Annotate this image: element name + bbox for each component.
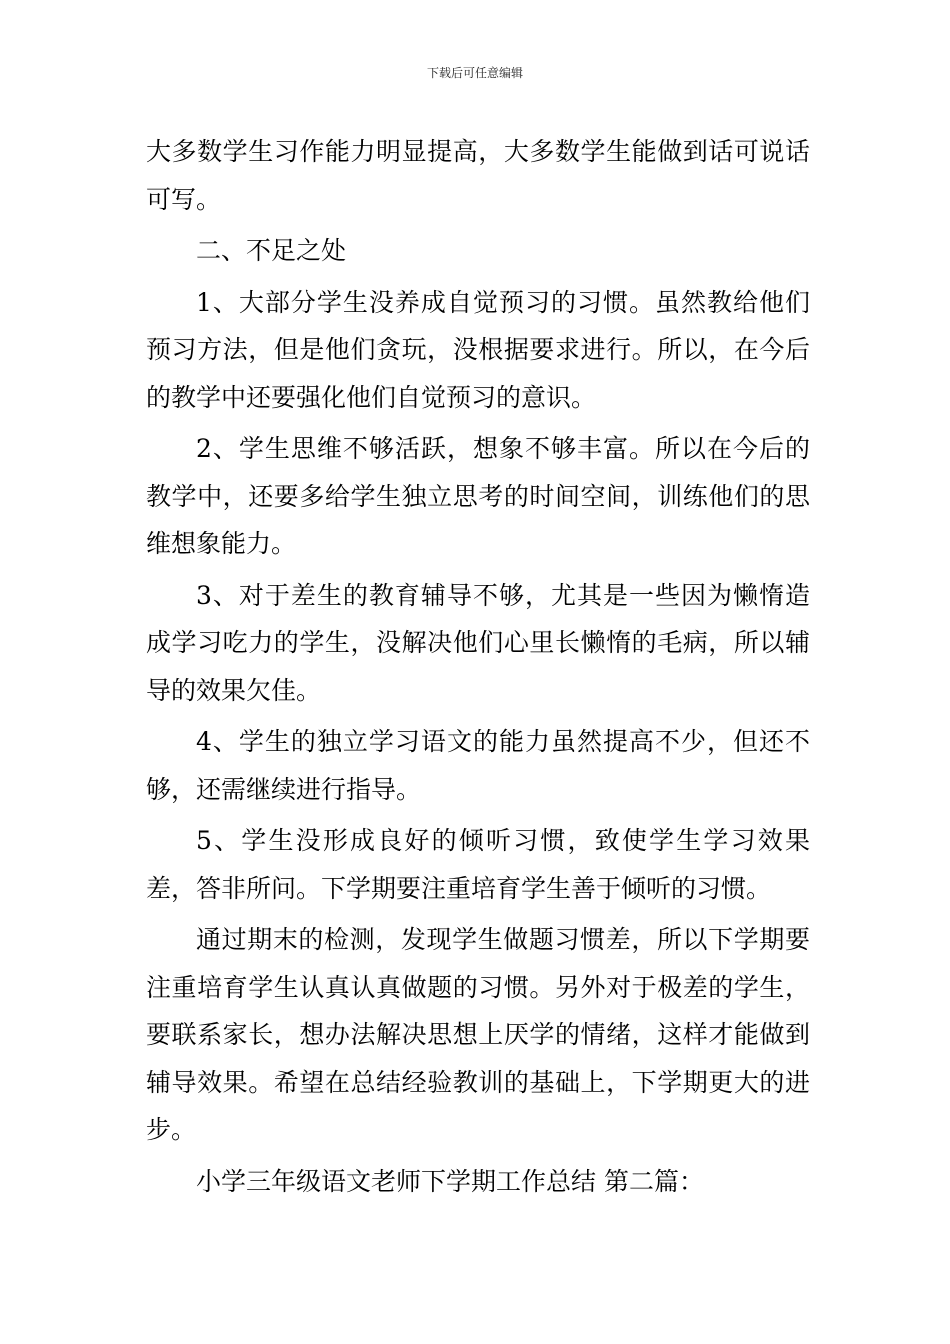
paragraph-continuation: 大多数学生习作能力明显提高，大多数学生能做到话可说话可写。	[146, 137, 810, 214]
paragraph-item-1: 1、大部分学生没养成自觉预习的习惯。虽然教给他们预习方法，但是他们贪玩，没根据要求进行。所以，在今后的教学中还要强化他们自觉预习的意识。	[146, 287, 810, 412]
paragraph-item-2: 2、学生思维不够活跃，想象不够丰富。所以在今后的教学中，还要多给学生独立思考的时间空间，训练他们的思维想象能力。	[146, 434, 810, 558]
paragraph-item-4: 4、学生的独立学习语文的能力虽然提高不少，但还不够，还需继续进行指导。	[146, 727, 810, 804]
paragraph-conclusion: 通过期末的检测，发现学生做题习惯差，所以下学期要注重培育学生认真认真做题的习惯。另外对于极差的学生，要联系家长，想办法解决思想上厌学的情绪，这样才能做到辅导效果。希望在总结经验教训的基础上，下学期更大的进步。	[146, 925, 810, 1144]
section-heading-shortcomings: 二、不足之处	[196, 236, 347, 265]
page-header-note: 下载后可任意编辑	[426, 66, 523, 80]
paragraph-item-5: 5、学生没形成良好的倾听习惯，致使学生学习效果差，答非所问。下学期要注重培育学生善于倾听的习惯。	[146, 826, 810, 903]
document-body	[146, 128, 810, 1209]
section-heading-second-article: 小学三年级语文老师下学期工作总结 第二篇：	[196, 1166, 704, 1196]
paragraph-item-3: 3、对于差生的教育辅导不够，尤其是一些因为懒惰造成学习吃力的学生，没解决他们心里长懒惰的毛病，所以辅导的效果欠佳。	[146, 580, 810, 705]
